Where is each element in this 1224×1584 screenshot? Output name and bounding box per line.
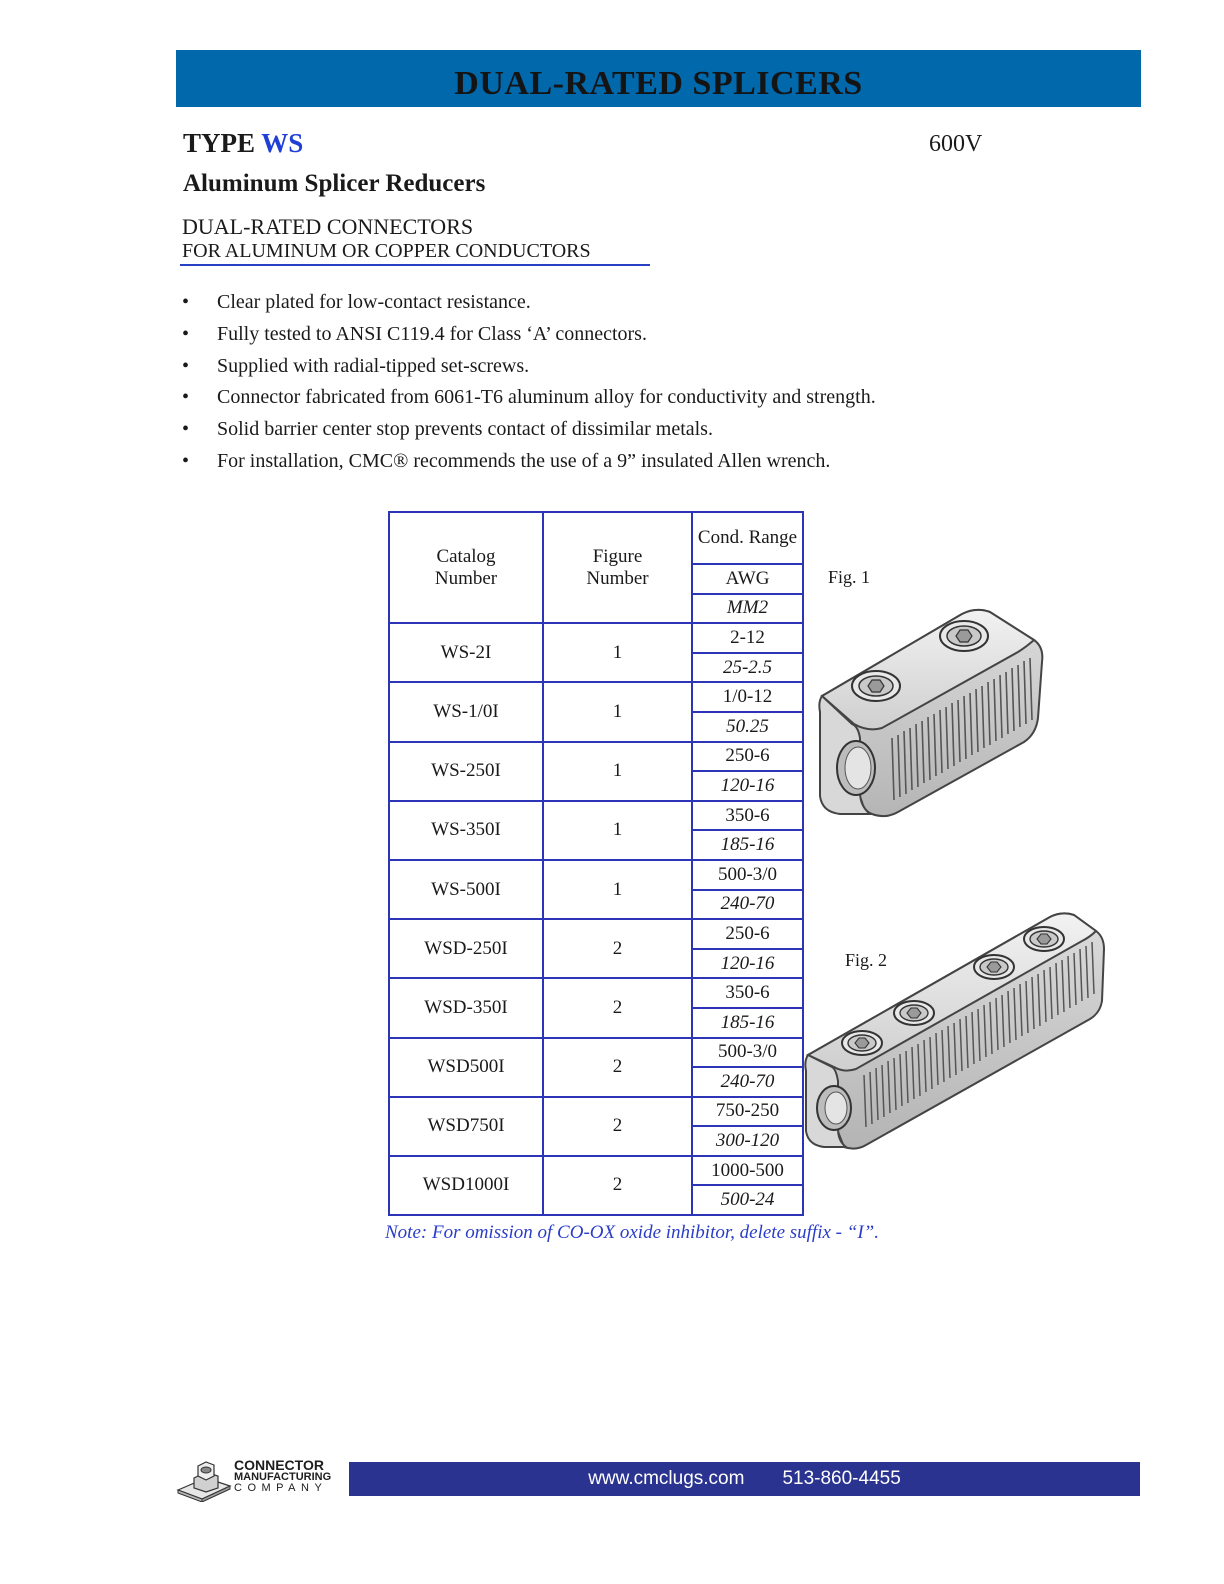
awg-range-cell: 1/0-12 — [692, 682, 803, 712]
catalog-number-cell: WSD-350I — [389, 978, 543, 1037]
catalog-number-cell: WSD500I — [389, 1038, 543, 1097]
header-mm2: MM2 — [692, 594, 803, 624]
feature-item: • Supplied with radial-tipped set-screws. — [182, 352, 876, 384]
catalog-number-cell: WS-500I — [389, 860, 543, 919]
awg-range-cell: 1000-500 — [692, 1156, 803, 1186]
tagline-underline — [180, 264, 650, 266]
mm2-range-cell: 185-16 — [692, 1008, 803, 1038]
figure-number-cell: 2 — [543, 1038, 692, 1097]
table-row — [389, 860, 803, 890]
type-code: WS — [261, 128, 304, 158]
catalog-number-cell: WS-250I — [389, 742, 543, 801]
company-logo — [176, 1456, 346, 1502]
type-prefix: TYPE — [183, 128, 256, 158]
header-awg: AWG — [692, 564, 803, 594]
mm2-range-cell: 120-16 — [692, 949, 803, 979]
fig1-splicer-illustration — [812, 600, 1052, 825]
figure-number-cell: 1 — [543, 623, 692, 682]
connector-logo-icon — [176, 1456, 232, 1502]
title-banner — [176, 50, 1141, 107]
awg-range-cell: 350-6 — [692, 801, 803, 831]
table-row — [389, 801, 803, 831]
header-figure-number: Figure Number — [543, 512, 692, 623]
figure-number-cell: 1 — [543, 860, 692, 919]
table-row — [389, 742, 803, 772]
feature-item: • For installation, CMC® recommends the use of a 9” insulated Allen wrench. — [182, 447, 876, 479]
logo-wordmark — [234, 1458, 331, 1494]
header-catalog-number: Catalog Number — [389, 512, 543, 623]
product-type — [183, 128, 303, 159]
table-row — [389, 978, 803, 1008]
footer-website-link[interactable]: www.cmclugs.com — [588, 1468, 745, 1489]
logo-line-2: MANUFACTURING — [234, 1471, 332, 1483]
catalog-number-cell: WS-2I — [389, 623, 543, 682]
mm2-range-cell: 25-2.5 — [692, 653, 803, 683]
mm2-range-cell: 300-120 — [692, 1126, 803, 1156]
awg-range-cell: 350-6 — [692, 978, 803, 1008]
header-cond-range: Cond. Range — [692, 512, 803, 564]
table-row — [389, 919, 803, 949]
tagline-primary: DUAL-RATED CONNECTORS — [182, 214, 474, 239]
mm2-range-cell: 185-16 — [692, 830, 803, 860]
catalog-number-cell: WSD1000I — [389, 1156, 543, 1215]
fig2-splicer-illustration — [800, 905, 1110, 1155]
figure-number-cell: 2 — [543, 919, 692, 978]
voltage-rating: 600V — [929, 131, 983, 157]
awg-range-cell: 2-12 — [692, 623, 803, 653]
awg-range-cell: 750-250 — [692, 1097, 803, 1127]
fig2-label: Fig. 2 — [845, 950, 888, 970]
mm2-range-cell: 500-24 — [692, 1185, 803, 1215]
feature-item: • Connector fabricated from 6061-T6 aluminum alloy for conductivity and strength. — [182, 383, 876, 415]
mm2-range-cell: 50.25 — [692, 712, 803, 742]
tagline-secondary: FOR ALUMINUM OR COPPER CONDUCTORS — [182, 240, 591, 262]
page-title: DUAL-RATED SPLICERS — [454, 64, 863, 102]
figure-number-cell: 1 — [543, 742, 692, 801]
figure-number-cell: 2 — [543, 1156, 692, 1215]
awg-range-cell: 250-6 — [692, 742, 803, 772]
awg-range-cell: 250-6 — [692, 919, 803, 949]
catalog-number-cell: WSD-250I — [389, 919, 543, 978]
figure-number-cell: 1 — [543, 801, 692, 860]
table-row — [389, 1038, 803, 1068]
fig1-label: Fig. 1 — [828, 567, 871, 587]
catalog-table — [388, 511, 804, 1216]
figure-number-cell: 2 — [543, 1097, 692, 1156]
catalog-number-cell: WS-1/0I — [389, 682, 543, 741]
awg-range-cell: 500-3/0 — [692, 1038, 803, 1068]
catalog-number-cell: WSD750I — [389, 1097, 543, 1156]
feature-item: • Fully tested to ANSI C119.4 for Class ‘A’ connectors. — [182, 320, 876, 352]
feature-item: • Solid barrier center stop prevents contact of dissimilar metals. — [182, 415, 876, 447]
table-row — [389, 1097, 803, 1127]
mm2-range-cell: 240-70 — [692, 1067, 803, 1097]
footer-bar — [349, 1462, 1140, 1496]
figure-number-cell: 2 — [543, 978, 692, 1037]
catalog-number-cell: WS-350I — [389, 801, 543, 860]
table-row — [389, 1156, 803, 1186]
table-row — [389, 623, 803, 653]
figure-number-cell: 1 — [543, 682, 692, 741]
table-row — [389, 682, 803, 712]
logo-line-3: COMPANY — [234, 1482, 328, 1494]
product-subtitle: Aluminum Splicer Reducers — [183, 170, 486, 197]
table-note: Note: For omission of CO-OX oxide inhibitor, delete suffix - “I”. — [385, 1222, 879, 1243]
feature-list — [182, 288, 876, 479]
feature-item: • Clear plated for low-contact resistance. — [182, 288, 876, 320]
footer-phone: 513-860-4455 — [782, 1468, 901, 1489]
mm2-range-cell: 240-70 — [692, 890, 803, 920]
awg-range-cell: 500-3/0 — [692, 860, 803, 890]
logo-line-1: CONNECTOR — [234, 1457, 324, 1473]
mm2-range-cell: 120-16 — [692, 771, 803, 801]
